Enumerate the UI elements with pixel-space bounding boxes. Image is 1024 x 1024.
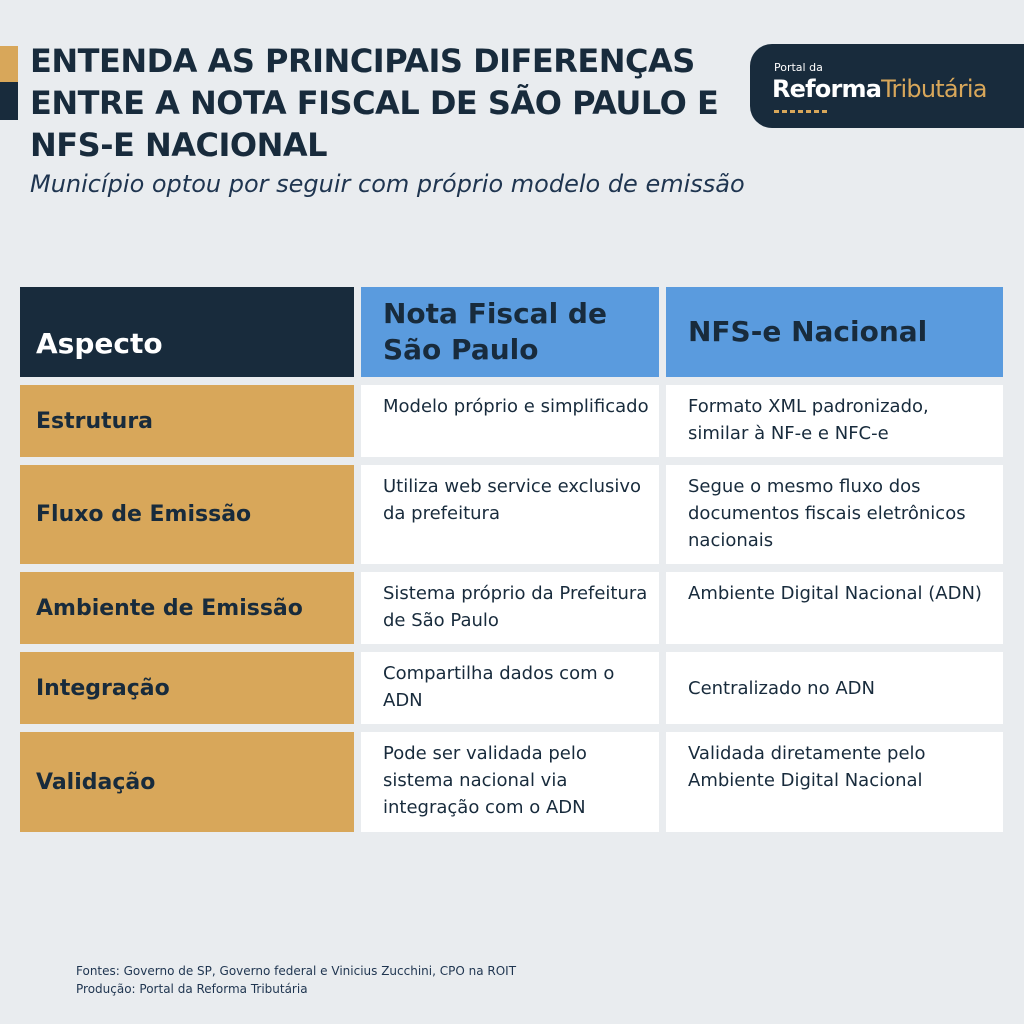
logo-main-light: Tributária xyxy=(881,75,987,103)
logo-small-text: Portal da xyxy=(774,61,823,74)
row-sp-integracao: Compartilha dados com o ADN xyxy=(361,652,659,724)
footer xyxy=(76,962,516,998)
row-aspect-validacao: Validação xyxy=(20,732,354,832)
row-sp-validacao: Pode ser validada pelo sistema nacional via integração com o ADN xyxy=(361,732,659,832)
row-aspect-fluxo: Fluxo de Emissão xyxy=(20,465,354,564)
page-subtitle: Município optou por seguir com próprio modelo de emissão xyxy=(30,170,745,198)
row-nacional-ambiente: Ambiente Digital Nacional (ADN) xyxy=(666,572,1003,644)
footer-sources: Fontes: Governo de SP, Governo federal e Vinicius Zucchini, CPO na ROIT xyxy=(76,964,517,978)
footer-production: Produção: Portal da Reforma Tributária xyxy=(76,982,308,996)
row-aspect-ambiente: Ambiente de Emissão xyxy=(20,572,354,644)
logo-dots-decoration xyxy=(774,110,830,113)
row-nacional-fluxo: Segue o mesmo fluxo dos documentos fiscais eletrônicos nacionais xyxy=(666,465,1003,564)
accent-bar-gold xyxy=(0,46,18,82)
logo-main-bold: Reforma xyxy=(772,75,882,103)
page-title: ENTENDA AS PRINCIPAIS DIFERENÇAS ENTRE A NOTA FISCAL DE SÃO PAULO E NFS-E NACIONAL xyxy=(30,42,719,164)
header-aspect: Aspecto xyxy=(20,287,354,377)
row-sp-fluxo: Utiliza web service exclusivo da prefeitura xyxy=(361,465,659,564)
row-aspect-integracao: Integração xyxy=(20,652,354,724)
row-nacional-estrutura: Formato XML padronizado, similar à NF-e e NFC-e xyxy=(666,385,1003,457)
accent-bar-navy xyxy=(0,82,18,120)
row-nacional-validacao: Validada diretamente pelo Ambiente Digital Nacional xyxy=(666,732,1003,832)
row-aspect-estrutura: Estrutura xyxy=(20,385,354,457)
header-nota-fiscal-sp: Nota Fiscal de São Paulo xyxy=(361,287,659,377)
portal-logo xyxy=(750,44,1024,128)
header-nfse-nacional: NFS-e Nacional xyxy=(666,287,1003,377)
row-sp-ambiente: Sistema próprio da Prefeitura de São Paulo xyxy=(361,572,659,644)
row-nacional-integracao: Centralizado no ADN xyxy=(666,652,1003,724)
logo-main-text xyxy=(772,75,987,103)
comparison-table xyxy=(20,287,1004,832)
row-sp-estrutura: Modelo próprio e simplificado xyxy=(361,385,659,457)
